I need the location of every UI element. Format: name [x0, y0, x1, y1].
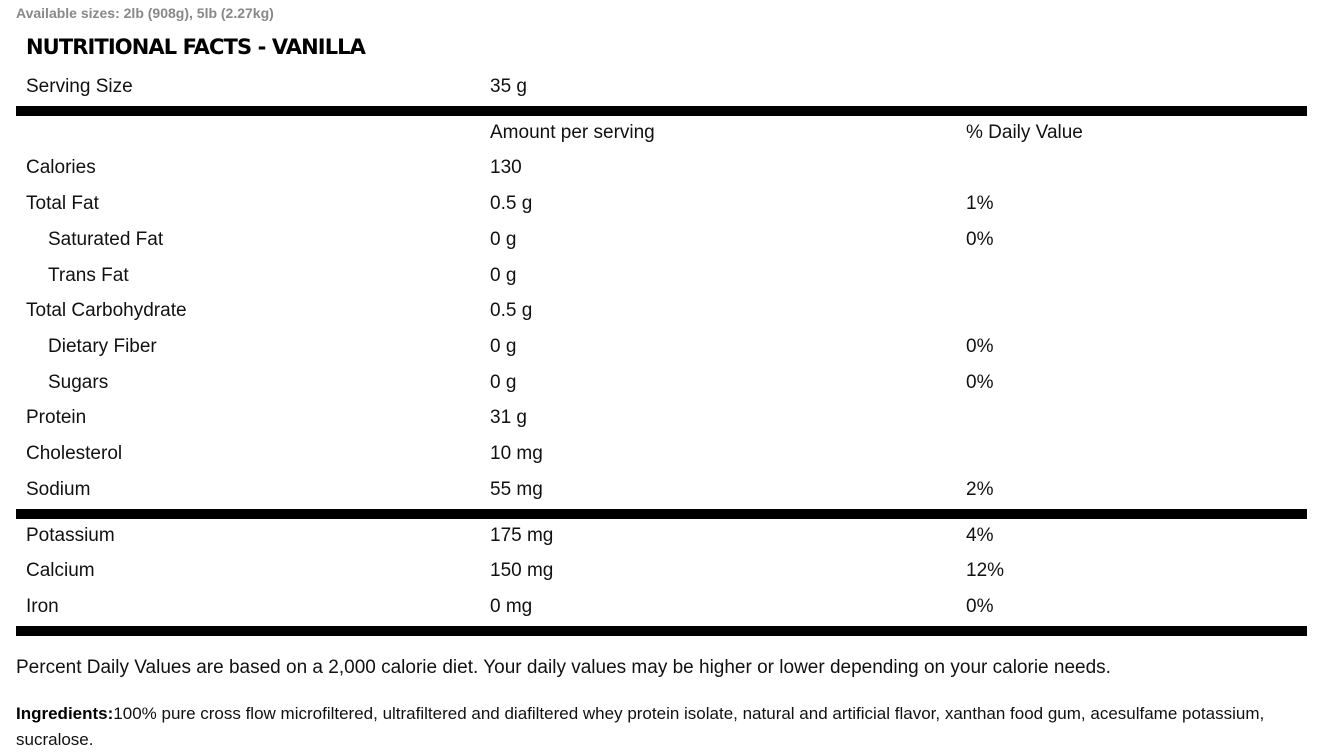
ingredients-label: Ingredients: — [16, 704, 114, 723]
ingredients-paragraph — [16, 701, 1286, 753]
serving-size-value: 35 g — [490, 76, 527, 97]
row-protein-amount: 31 g — [490, 407, 527, 428]
row-calcium-amount: 150 mg — [490, 560, 554, 581]
available-sizes: Available sizes: 2lb (908g), 5lb (2.27kg) — [16, 5, 274, 21]
row-protein-label: Protein — [26, 407, 87, 428]
row-iron-dv: 0% — [966, 596, 994, 617]
daily-value-footnote: Percent Daily Values are based on a 2,000 calorie diet. Your daily values may be higher or lower depending on your calorie needs. — [16, 657, 1111, 678]
row-sodium-dv: 2% — [966, 479, 994, 500]
serving-size-label: Serving Size — [26, 76, 133, 97]
row-sugars-label: Sugars — [48, 372, 109, 393]
row-total-fat-amount: 0.5 g — [490, 193, 533, 214]
row-dietary-fiber-label: Dietary Fiber — [48, 336, 157, 357]
daily-value-header: % Daily Value — [966, 122, 1083, 143]
row-dietary-fiber-dv: 0% — [966, 336, 994, 357]
row-saturated-fat-label: Saturated Fat — [48, 229, 164, 250]
row-iron-label: Iron — [26, 596, 59, 617]
thick-divider-top — [16, 106, 1307, 116]
row-dietary-fiber-amount: 0 g — [490, 336, 517, 357]
amount-per-serving-header: Amount per serving — [490, 122, 655, 143]
row-sugars-dv: 0% — [966, 372, 994, 393]
row-trans-fat-amount: 0 g — [490, 265, 517, 286]
thick-divider-bottom — [16, 626, 1307, 636]
row-calcium-dv: 12% — [966, 560, 1005, 581]
row-total-carbohydrate-label: Total Carbohydrate — [26, 300, 187, 321]
row-potassium-amount: 175 mg — [490, 525, 554, 546]
row-total-carbohydrate-amount: 0.5 g — [490, 300, 533, 321]
thick-divider-middle — [16, 509, 1307, 519]
row-sodium-amount: 55 mg — [490, 479, 543, 500]
row-sugars-amount: 0 g — [490, 372, 517, 393]
row-saturated-fat-amount: 0 g — [490, 229, 517, 250]
row-potassium-dv: 4% — [966, 525, 994, 546]
row-total-fat-label: Total Fat — [26, 193, 99, 214]
row-cholesterol-amount: 10 mg — [490, 443, 543, 464]
row-iron-amount: 0 mg — [490, 596, 533, 617]
row-cholesterol-label: Cholesterol — [26, 443, 123, 464]
row-sodium-label: Sodium — [26, 479, 91, 500]
row-calories-label: Calories — [26, 157, 96, 178]
row-saturated-fat-dv: 0% — [966, 229, 994, 250]
row-calories-amount: 130 — [490, 157, 522, 178]
row-calcium-label: Calcium — [26, 560, 95, 581]
ingredients-text: 100% pure cross flow microfiltered, ultrafiltered and diafiltered whey protein isolate, natural and artificial flavor, xanthan food gum, acesulfame potassium, sucralose. — [16, 704, 1265, 749]
row-trans-fat-label: Trans Fat — [48, 265, 129, 286]
row-potassium-label: Potassium — [26, 525, 115, 546]
page-title: NUTRITIONAL FACTS - VANILLA — [26, 35, 366, 59]
row-total-fat-dv: 1% — [966, 193, 994, 214]
